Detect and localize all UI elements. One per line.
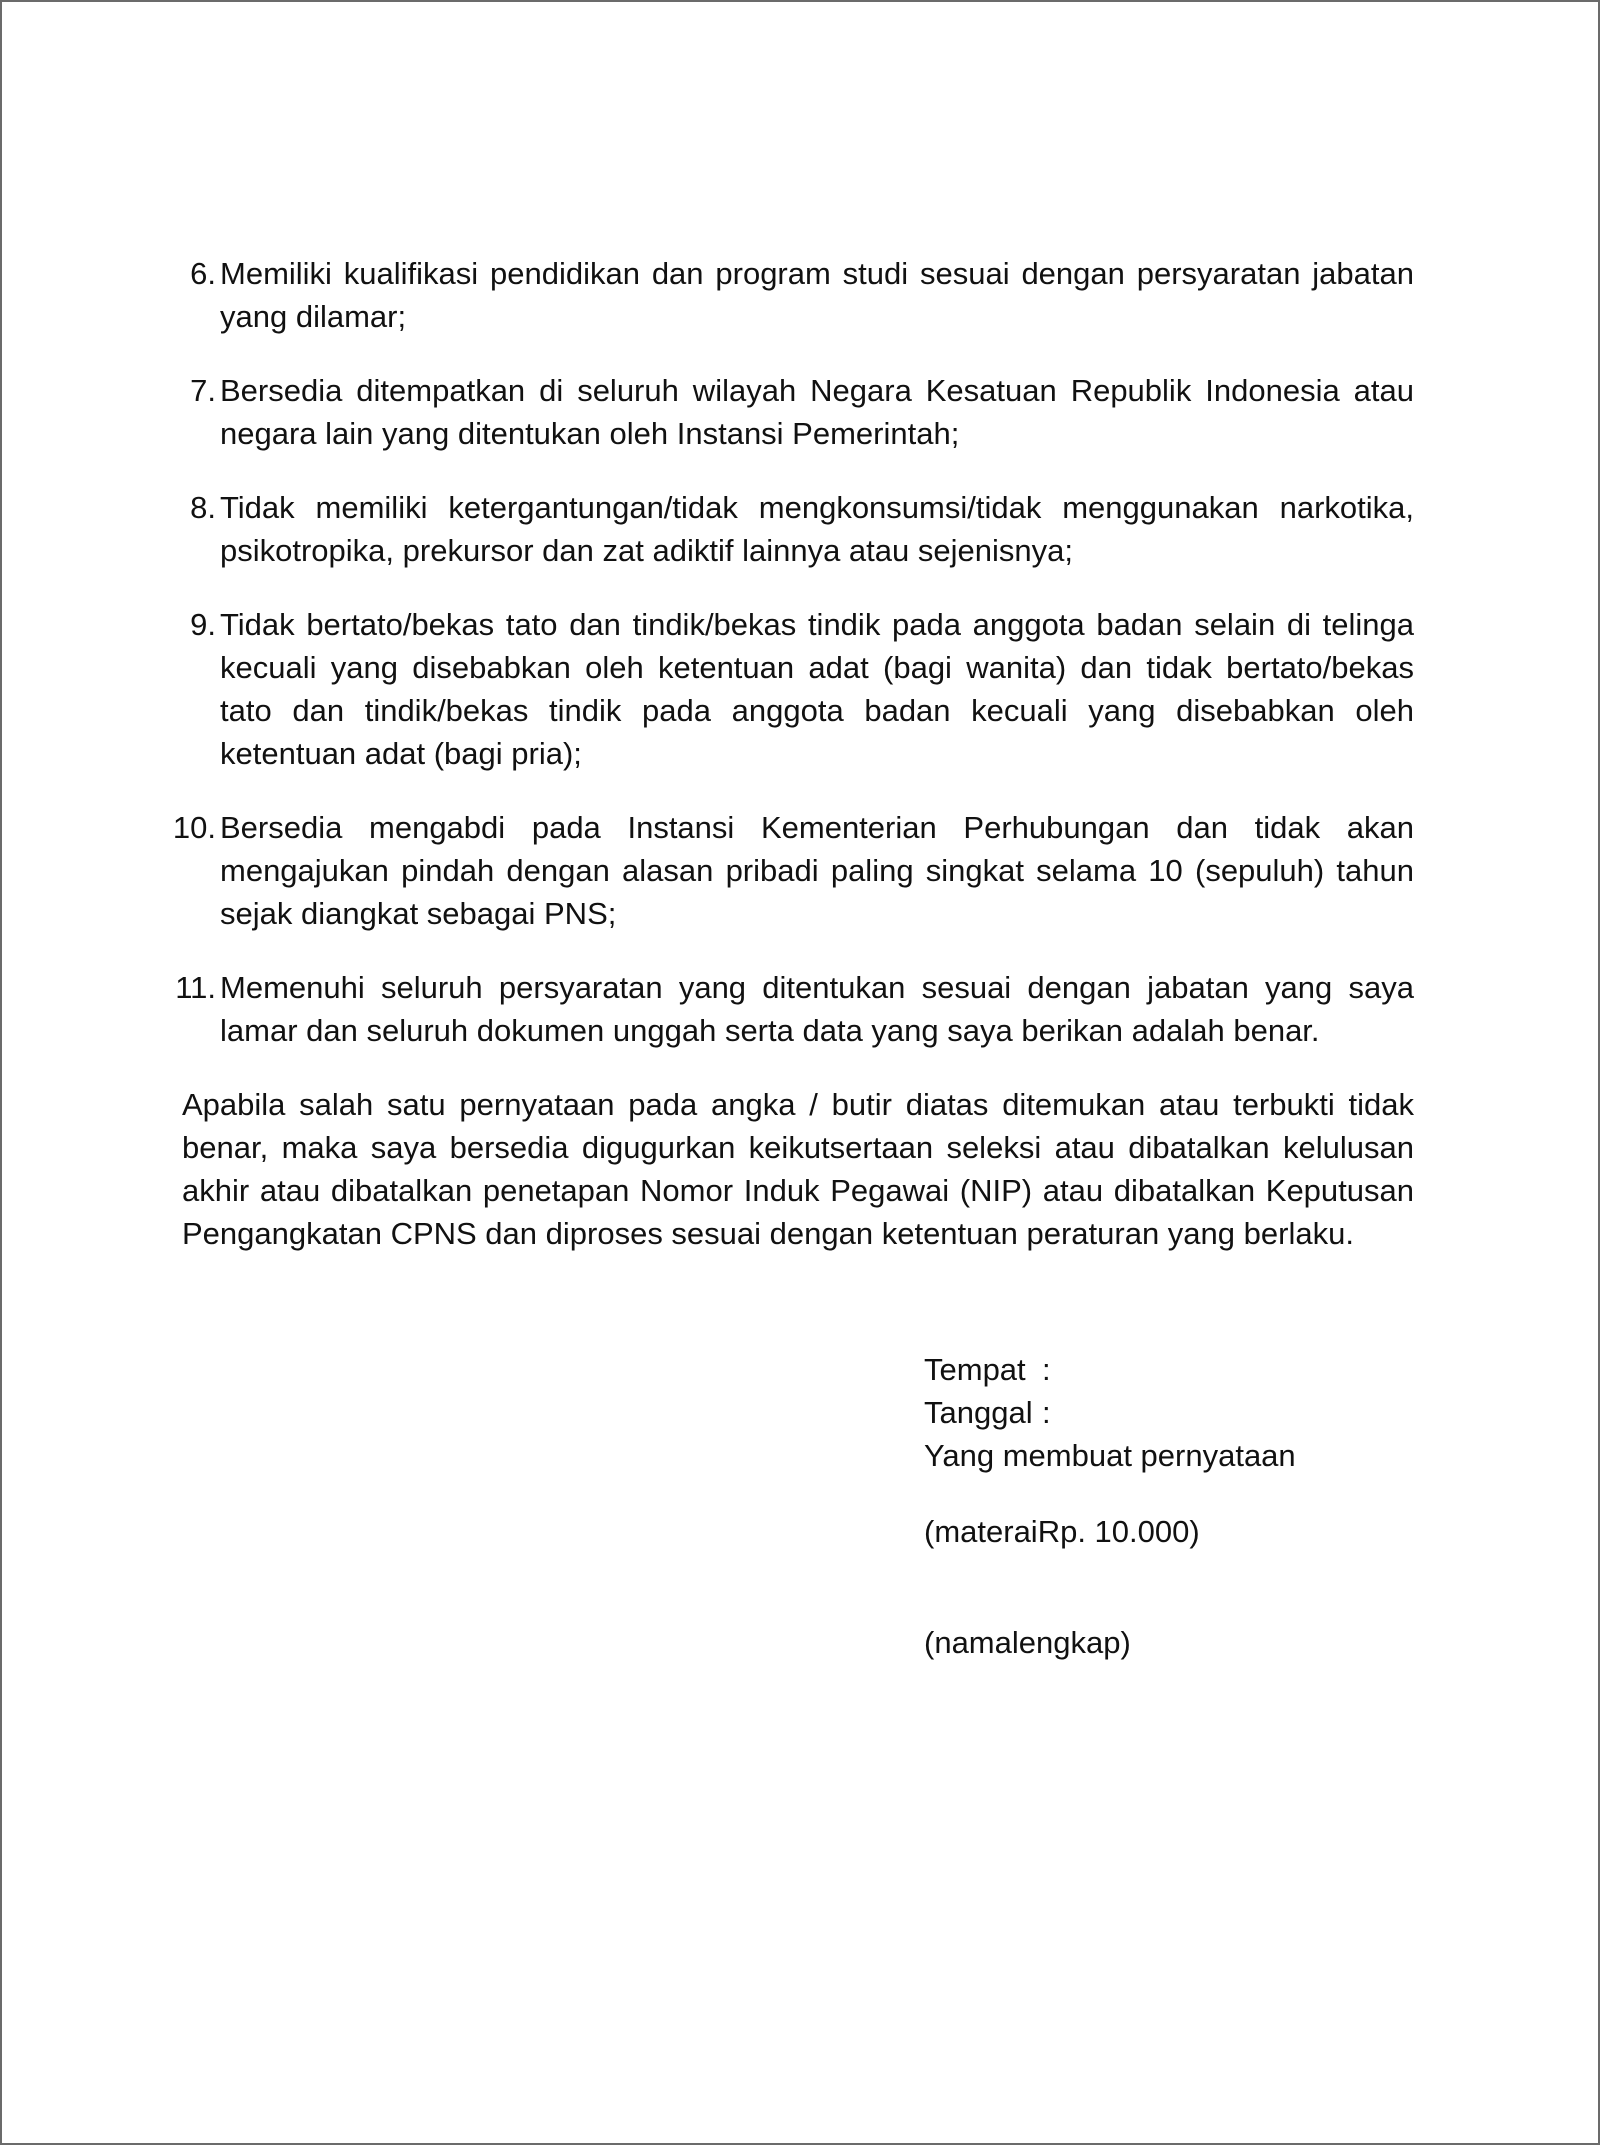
requirement-number: 7. [190, 373, 216, 408]
requirement-number: 10. [172, 810, 216, 845]
requirement-number: 8. [190, 490, 216, 525]
requirement-item-10 [172, 806, 1414, 935]
closing-paragraph: Apabila salah satu pernyataan pada angka / butir diatas ditemukan atau terbukti tidak benar, maka saya bersedia digugurkan keikutsertaan seleksi atau dibatalkan kelulusan akhir atau dibatalkan penetapan Nomor Induk Pegawai (NIP) atau dibatalkan Keputusan Pengangkatan CPNS dan diproses sesuai dengan ketentuan peraturan yang berlaku. [182, 1087, 1414, 1251]
date-separator: : [1042, 1395, 1051, 1430]
requirement-text: Tidak memiliki ketergantungan/tidak mengkonsumsi/tidak menggunakan narkotika, psikotropika, prekursor dan zat adiktif lainnya atau sejenisnya; [220, 490, 1414, 568]
requirement-item-6 [182, 252, 1414, 338]
requirements-list [172, 252, 1414, 1052]
place-field [924, 1348, 1444, 1391]
requirement-item-9 [182, 603, 1414, 775]
document-body [172, 252, 1414, 1286]
place-separator: : [1042, 1352, 1051, 1387]
full-name-placeholder: (namalengkap) [924, 1625, 1131, 1660]
requirement-text: Memenuhi seluruh persyaratan yang ditentukan sesuai dengan jabatan yang saya lamar dan seluruh dokumen unggah serta data yang saya berikan adalah benar. [220, 970, 1414, 1048]
requirement-text: Memiliki kualifikasi pendidikan dan program studi sesuai dengan persyaratan jabatan yang dilamar; [220, 256, 1414, 334]
date-label: Tanggal [924, 1395, 1033, 1430]
stamp-note: (materaiRp. 10.000) [924, 1514, 1200, 1549]
date-field [924, 1391, 1444, 1434]
requirement-text: Bersedia mengabdi pada Instansi Kementerian Perhubungan dan tidak akan mengajukan pindah dengan alasan pribadi paling singkat selama 10 (sepuluh) tahun sejak diangkat sebagai PNS; [220, 810, 1414, 931]
requirement-text: Bersedia ditempatkan di seluruh wilayah Negara Kesatuan Republik Indonesia atau negara lain yang ditentukan oleh Instansi Pemerintah; [220, 373, 1414, 451]
requirement-item-8 [182, 486, 1414, 572]
requirement-item-7 [182, 369, 1414, 455]
statement-maker-label: Yang membuat pernyataan [924, 1438, 1296, 1473]
requirement-item-11 [175, 966, 1414, 1052]
requirement-number: 6. [190, 256, 216, 291]
requirement-number: 11. [175, 970, 216, 1005]
requirement-text: Tidak bertato/bekas tato dan tindik/bekas tindik pada anggota badan selain di telinga kecuali yang disebabkan oleh ketentuan adat (bagi wanita) dan tidak bertato/bekas tato dan tindik/bekas tindik pada anggota badan kecuali yang disebabkan oleh ketentuan adat (bagi pria); [220, 607, 1414, 771]
signature-block [924, 1348, 1444, 1664]
place-label: Tempat [924, 1352, 1026, 1387]
requirement-number: 9. [190, 607, 216, 642]
